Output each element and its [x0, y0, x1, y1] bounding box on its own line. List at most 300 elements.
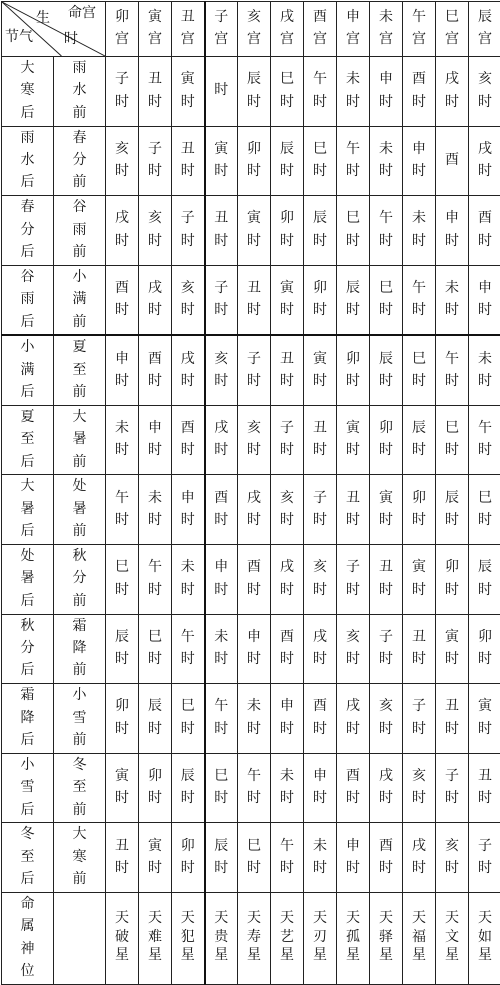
palace-header-6	[271, 2, 304, 57]
hour-cell-text: 申时	[346, 835, 361, 880]
hour-cell	[238, 684, 271, 754]
palace-header-12-text: 辰宫	[478, 6, 493, 51]
hour-cell	[469, 265, 500, 335]
term-row	[2, 57, 500, 127]
hour-cell-text: 子时	[115, 68, 130, 113]
hour-cell-text: 子时	[148, 138, 163, 183]
hour-cell	[271, 126, 304, 196]
hour-cell-text: 酉	[445, 149, 460, 171]
hour-cell	[304, 57, 337, 127]
hour-cell	[403, 614, 436, 684]
hour-cell	[337, 126, 370, 196]
hour-cell	[205, 57, 238, 127]
hour-cell-text: 丑时	[412, 626, 427, 671]
hour-cell	[271, 823, 304, 893]
hour-cell	[139, 684, 172, 754]
term-from	[2, 335, 54, 405]
hour-cell	[205, 126, 238, 196]
term-from	[2, 405, 54, 475]
star-cell	[106, 892, 139, 984]
hour-cell-text: 午时	[346, 138, 361, 183]
hour-cell-text: 辰时	[180, 765, 195, 810]
hour-cell-text: 午时	[478, 417, 493, 462]
hour-cell	[271, 475, 304, 545]
hour-cell	[172, 684, 205, 754]
hour-cell-text: 子时	[180, 207, 195, 252]
hour-cell-text: 辰时	[148, 695, 163, 740]
term-row	[2, 475, 500, 545]
palace-header-8	[337, 2, 370, 57]
hour-cell	[172, 753, 205, 823]
hour-cell	[205, 684, 238, 754]
term-to-text: 谷雨前	[72, 196, 87, 263]
star-row-label	[2, 892, 54, 984]
hour-cell-text: 卯时	[313, 277, 328, 322]
term-from-text: 春分后	[20, 196, 35, 263]
hour-cell-text: 午时	[148, 556, 163, 601]
term-to-text: 秋分前	[72, 545, 87, 612]
hour-cell	[238, 545, 271, 615]
hour-cell	[139, 196, 172, 266]
hour-cell-text: 申时	[247, 626, 262, 671]
hour-cell	[172, 545, 205, 615]
palace-header-4-text: 子宫	[214, 6, 229, 51]
hour-cell-text: 巳时	[313, 138, 328, 183]
hour-cell-text: 亥时	[115, 138, 130, 183]
hour-cell-text: 巳时	[478, 487, 493, 532]
hour-cell-text: 酉时	[412, 68, 427, 113]
hour-cell	[304, 823, 337, 893]
hour-cell-text: 申时	[148, 417, 163, 462]
hour-cell	[205, 614, 238, 684]
hour-cell-text: 酉时	[379, 835, 394, 880]
star-cell-text: 天贵星	[214, 909, 229, 964]
term-from	[2, 57, 54, 127]
hour-cell	[139, 265, 172, 335]
term-to	[54, 753, 106, 823]
hour-cell-text: 申时	[280, 695, 295, 740]
hour-cell-text: 巳时	[346, 207, 361, 252]
hour-cell	[106, 684, 139, 754]
hour-cell-text: 巳时	[180, 695, 195, 740]
star-cell-text: 天艺星	[280, 909, 295, 964]
hour-cell	[106, 126, 139, 196]
hour-cell	[337, 405, 370, 475]
hour-cell	[139, 545, 172, 615]
hour-cell	[139, 614, 172, 684]
hour-cell-text: 辰时	[412, 417, 427, 462]
hour-cell-text: 戌时	[180, 348, 195, 393]
hour-cell-text: 寅时	[180, 68, 195, 113]
hour-cell	[337, 265, 370, 335]
hour-cell-text: 戌时	[346, 695, 361, 740]
corner-label-palace: 命宫	[68, 6, 96, 21]
hour-cell	[337, 475, 370, 545]
hour-cell-text: 酉时	[478, 207, 493, 252]
hour-cell	[205, 753, 238, 823]
term-from-text: 小满后	[20, 336, 35, 403]
term-to	[54, 823, 106, 893]
hour-cell-text: 时	[214, 79, 229, 101]
hour-cell-text: 申时	[478, 277, 493, 322]
hour-cell	[436, 684, 469, 754]
hour-cell-text: 丑时	[247, 277, 262, 322]
term-to-text: 霜降前	[72, 615, 87, 682]
hour-cell	[238, 196, 271, 266]
hour-cell	[469, 57, 500, 127]
hour-cell	[436, 335, 469, 405]
hour-cell-text: 寅时	[280, 277, 295, 322]
hour-cell-text: 申时	[115, 348, 130, 393]
hour-cell-text: 子时	[280, 417, 295, 462]
star-cell-text: 天文星	[445, 909, 460, 964]
hour-cell	[337, 545, 370, 615]
hour-cell	[304, 475, 337, 545]
term-from-text: 夏至后	[20, 406, 35, 473]
term-from-text: 谷雨后	[20, 266, 35, 333]
hour-cell-text: 子时	[445, 765, 460, 810]
palace-header-11	[436, 2, 469, 57]
term-to-text: 小满前	[72, 266, 87, 333]
term-row	[2, 126, 500, 196]
hour-cell	[238, 614, 271, 684]
star-cell-text: 天难星	[148, 909, 163, 964]
hour-cell-text: 卯时	[412, 487, 427, 532]
hour-cell-text: 未时	[313, 835, 328, 880]
palace-header-7-text: 酉宫	[313, 6, 328, 51]
term-to	[54, 545, 106, 615]
star-cell	[436, 892, 469, 984]
star-cell	[403, 892, 436, 984]
hour-cell-text: 寅时	[313, 348, 328, 393]
hour-cell	[106, 196, 139, 266]
hour-cell-text: 戌时	[214, 417, 229, 462]
hour-cell-text: 亥时	[412, 765, 427, 810]
hour-cell	[106, 823, 139, 893]
corner-header	[2, 2, 106, 57]
hour-cell	[403, 545, 436, 615]
term-from-text: 冬至后	[20, 823, 35, 890]
hour-cell	[436, 405, 469, 475]
palace-hour-table	[1, 1, 500, 985]
hour-cell	[469, 823, 500, 893]
hour-cell	[403, 57, 436, 127]
hour-cell	[238, 753, 271, 823]
hour-cell-text: 戌时	[445, 68, 460, 113]
corner-label-solar-term: 节气	[5, 30, 33, 45]
hour-cell	[205, 265, 238, 335]
hour-cell-text: 未时	[115, 417, 130, 462]
hour-cell	[106, 753, 139, 823]
hour-cell	[370, 196, 403, 266]
star-row-empty	[54, 892, 106, 984]
term-to-text: 冬至前	[72, 754, 87, 821]
header-row	[2, 2, 500, 57]
star-cell	[205, 892, 238, 984]
star-cell-text: 天如星	[478, 909, 493, 964]
hour-cell-text: 丑时	[280, 348, 295, 393]
term-to-text: 小雪前	[72, 684, 87, 751]
palace-header-10-text: 午宫	[412, 6, 427, 51]
hour-cell-text: 巳时	[247, 835, 262, 880]
palace-header-1-text: 卯宫	[115, 6, 130, 51]
hour-cell	[172, 196, 205, 266]
palace-header-3-text: 丑宫	[180, 6, 195, 51]
hour-cell-text: 酉时	[115, 277, 130, 322]
hour-cell	[403, 823, 436, 893]
hour-cell-text: 子时	[412, 695, 427, 740]
hour-cell	[106, 545, 139, 615]
star-cell	[370, 892, 403, 984]
hour-cell-text: 寅时	[148, 835, 163, 880]
hour-cell-text: 酉时	[214, 487, 229, 532]
hour-cell	[238, 335, 271, 405]
hour-cell	[436, 475, 469, 545]
term-from-text: 小雪后	[20, 754, 35, 821]
hour-cell-text: 子时	[214, 277, 229, 322]
hour-cell-text: 辰时	[478, 556, 493, 601]
hour-cell-text: 寅时	[412, 556, 427, 601]
hour-cell	[106, 475, 139, 545]
hour-cell-text: 丑时	[313, 417, 328, 462]
hour-cell	[106, 335, 139, 405]
hour-cell-text: 寅时	[214, 138, 229, 183]
hour-cell-text: 辰时	[346, 277, 361, 322]
hour-cell	[304, 335, 337, 405]
hour-cell	[106, 265, 139, 335]
hour-cell	[238, 475, 271, 545]
star-cell	[139, 892, 172, 984]
hour-cell	[271, 405, 304, 475]
hour-cell	[238, 823, 271, 893]
hour-cell-text: 未时	[214, 626, 229, 671]
term-row	[2, 753, 500, 823]
term-from-text: 霜降后	[20, 684, 35, 751]
corner-label-birth: 生	[36, 11, 50, 26]
hour-cell	[304, 545, 337, 615]
hour-cell-text: 辰时	[115, 626, 130, 671]
hour-cell	[436, 57, 469, 127]
hour-cell	[370, 823, 403, 893]
hour-cell	[436, 265, 469, 335]
hour-cell-text: 辰时	[280, 138, 295, 183]
hour-cell-text: 亥时	[148, 207, 163, 252]
hour-cell-text: 未时	[346, 68, 361, 113]
term-to	[54, 614, 106, 684]
hour-cell	[139, 405, 172, 475]
hour-cell-text: 申时	[180, 487, 195, 532]
hour-cell	[469, 475, 500, 545]
term-from	[2, 614, 54, 684]
hour-cell-text: 戌时	[478, 138, 493, 183]
hour-cell	[304, 614, 337, 684]
hour-cell-text: 申时	[313, 765, 328, 810]
term-from	[2, 265, 54, 335]
palace-header-9-text: 未宫	[379, 6, 394, 51]
term-to-text: 春分前	[72, 127, 87, 194]
hour-cell-text: 酉时	[180, 417, 195, 462]
hour-cell	[370, 265, 403, 335]
hour-cell-text: 巳时	[214, 765, 229, 810]
hour-cell-text: 子时	[379, 626, 394, 671]
term-to	[54, 196, 106, 266]
hour-cell	[271, 684, 304, 754]
hour-cell	[370, 684, 403, 754]
hour-cell	[205, 196, 238, 266]
hour-cell	[271, 57, 304, 127]
hour-cell-text: 亥时	[247, 417, 262, 462]
star-cell	[271, 892, 304, 984]
hour-cell	[271, 545, 304, 615]
corner-label-hour: 时	[64, 32, 78, 47]
hour-cell-text: 戌时	[247, 487, 262, 532]
term-to	[54, 126, 106, 196]
hour-cell	[403, 196, 436, 266]
hour-cell	[436, 196, 469, 266]
hour-cell-text: 戌时	[313, 626, 328, 671]
hour-cell	[238, 265, 271, 335]
hour-cell-text: 寅时	[247, 207, 262, 252]
hour-cell	[469, 405, 500, 475]
term-to	[54, 335, 106, 405]
hour-cell-text: 丑时	[115, 835, 130, 880]
hour-cell	[370, 614, 403, 684]
term-to-text: 处暑前	[72, 475, 87, 542]
star-cell-text: 天犯星	[180, 909, 195, 964]
hour-cell	[403, 335, 436, 405]
term-from-text: 大暑后	[20, 475, 35, 542]
hour-cell-text: 午时	[115, 487, 130, 532]
hour-cell	[469, 614, 500, 684]
hour-cell-text: 午时	[180, 626, 195, 671]
term-to	[54, 265, 106, 335]
term-from	[2, 475, 54, 545]
hour-cell	[469, 335, 500, 405]
hour-cell	[205, 335, 238, 405]
hour-cell-text: 酉时	[148, 348, 163, 393]
term-row	[2, 196, 500, 266]
hour-cell-text: 子时	[346, 556, 361, 601]
star-row-label-text: 命属神位	[20, 893, 35, 983]
palace-header-2-text: 寅宫	[148, 6, 163, 51]
hour-cell	[271, 753, 304, 823]
term-to-text: 大寒前	[72, 823, 87, 890]
hour-cell	[304, 753, 337, 823]
term-to-text: 夏至前	[72, 336, 87, 403]
term-row	[2, 265, 500, 335]
hour-cell	[370, 475, 403, 545]
hour-cell-text: 亥时	[214, 348, 229, 393]
term-to	[54, 405, 106, 475]
hour-cell	[172, 614, 205, 684]
hour-cell-text: 丑时	[148, 68, 163, 113]
star-cell-text: 天驿星	[379, 909, 394, 964]
hour-cell	[238, 57, 271, 127]
hour-cell	[139, 475, 172, 545]
hour-cell-text: 申时	[214, 556, 229, 601]
star-cell	[469, 892, 500, 984]
term-from-text: 大寒后	[20, 57, 35, 124]
hour-cell-text: 丑时	[478, 765, 493, 810]
term-from	[2, 196, 54, 266]
hour-cell-text: 未时	[148, 487, 163, 532]
hour-cell-text: 申时	[412, 138, 427, 183]
hour-cell-text: 巳时	[379, 277, 394, 322]
hour-cell-text: 未时	[180, 556, 195, 601]
hour-cell-text: 酉时	[280, 626, 295, 671]
palace-header-5	[238, 2, 271, 57]
hour-cell	[139, 823, 172, 893]
hour-cell-text: 卯时	[346, 348, 361, 393]
hour-cell	[271, 614, 304, 684]
star-cell-text: 天寿星	[247, 909, 262, 964]
hour-cell	[304, 265, 337, 335]
hour-cell	[106, 57, 139, 127]
term-from-text: 雨水后	[20, 127, 35, 194]
hour-cell-text: 午时	[280, 835, 295, 880]
palace-header-8-text: 申宫	[346, 6, 361, 51]
term-from-text: 处暑后	[20, 545, 35, 612]
hour-cell-text: 未时	[379, 138, 394, 183]
hour-cell	[271, 196, 304, 266]
hour-cell	[238, 126, 271, 196]
hour-cell-text: 巳时	[148, 626, 163, 671]
hour-cell	[238, 405, 271, 475]
term-row	[2, 614, 500, 684]
hour-cell	[436, 823, 469, 893]
hour-cell-text: 寅时	[379, 487, 394, 532]
hour-cell	[337, 196, 370, 266]
hour-cell	[403, 753, 436, 823]
hour-cell	[337, 335, 370, 405]
star-cell-text: 天刃星	[313, 909, 328, 964]
hour-cell	[139, 753, 172, 823]
palace-header-7	[304, 2, 337, 57]
hour-cell	[370, 545, 403, 615]
palace-header-6-text: 戌宫	[280, 6, 295, 51]
hour-cell-text: 戌时	[412, 835, 427, 880]
hour-cell	[337, 753, 370, 823]
hour-cell-text: 戌时	[280, 556, 295, 601]
hour-cell-text: 巳时	[445, 417, 460, 462]
hour-cell-text: 戌时	[148, 277, 163, 322]
hour-cell-text: 午时	[214, 695, 229, 740]
palace-header-9	[370, 2, 403, 57]
hour-cell-text: 午时	[313, 68, 328, 113]
term-to	[54, 475, 106, 545]
hour-cell-text: 午时	[247, 765, 262, 810]
hour-cell-text: 亥时	[180, 277, 195, 322]
term-to-text: 雨水前	[72, 57, 87, 124]
star-cell-text: 天福星	[412, 909, 427, 964]
term-to	[54, 684, 106, 754]
hour-cell	[337, 684, 370, 754]
hour-cell-text: 卯时	[478, 626, 493, 671]
hour-cell-text: 卯时	[247, 138, 262, 183]
hour-cell	[469, 545, 500, 615]
hour-cell-text: 午时	[412, 277, 427, 322]
hour-cell	[370, 753, 403, 823]
hour-cell-text: 丑时	[445, 695, 460, 740]
hour-cell	[469, 684, 500, 754]
hour-cell	[172, 405, 205, 475]
hour-cell-text: 未时	[445, 277, 460, 322]
term-row	[2, 405, 500, 475]
hour-cell-text: 辰时	[379, 348, 394, 393]
hour-cell-text: 午时	[445, 348, 460, 393]
term-to-text: 大暑前	[72, 406, 87, 473]
hour-cell	[403, 405, 436, 475]
